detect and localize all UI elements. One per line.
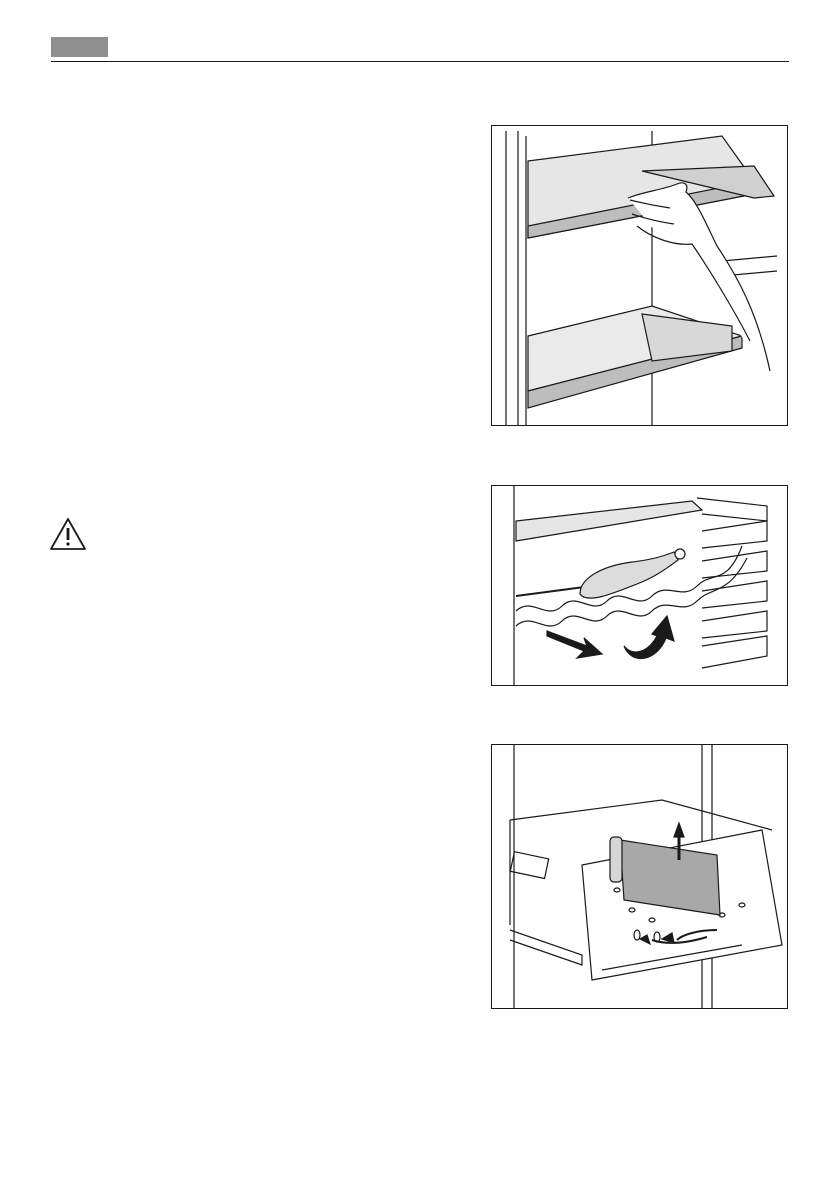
figure-shelf-removal: [491, 125, 788, 426]
warning-triangle-icon: [49, 517, 87, 551]
header-rule: [51, 61, 789, 62]
figure-bottle-rack: [491, 485, 788, 686]
section-tab: [51, 37, 108, 57]
figure-drawer-divider: [491, 744, 788, 1009]
